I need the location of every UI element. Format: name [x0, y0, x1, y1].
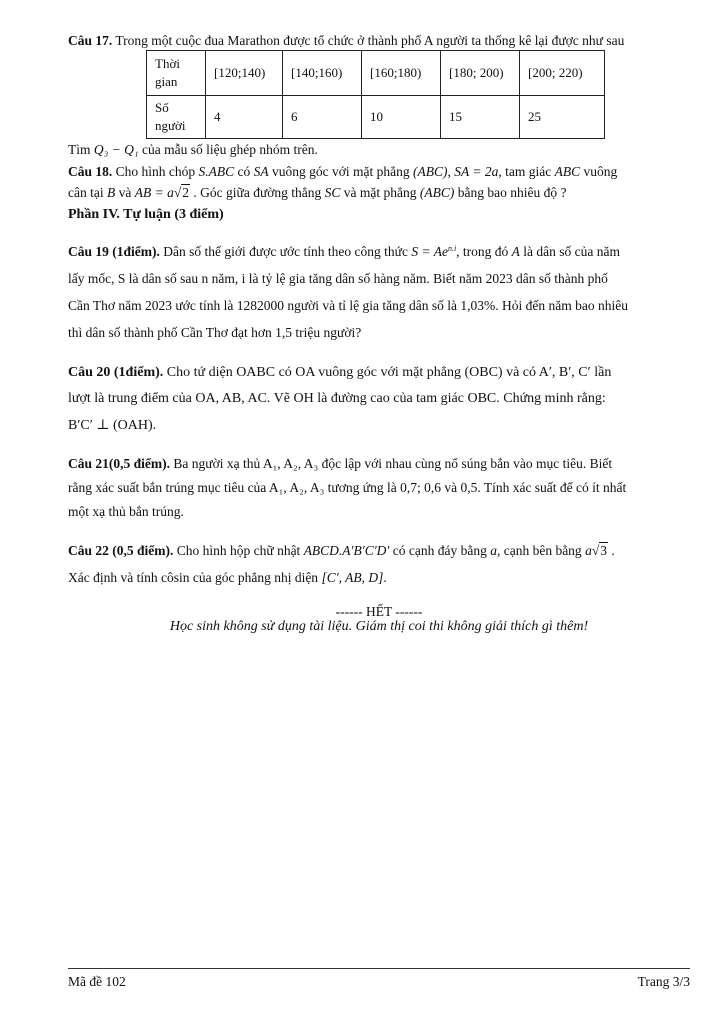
question-22-label: Câu 22 (0,5 điểm).	[68, 542, 174, 558]
table-count-3: 10	[362, 95, 441, 138]
dihedral-angle: [C′, AB, D]	[321, 569, 384, 585]
table-count-5: 25	[520, 95, 605, 138]
table-interval-5: [200; 220)	[520, 50, 605, 95]
question-17	[68, 34, 690, 48]
question-18-label: Câu 18.	[68, 164, 113, 179]
question-17-text: Trong một cuộc đua Marathon được tổ chức ở thành phố A người ta thống kê lại được như sau	[112, 33, 625, 48]
table-count-4: 15	[441, 95, 520, 138]
exam-code: Mã đề 102	[68, 974, 126, 989]
sqrt-symbol: √	[591, 542, 600, 558]
table-count-1: 4	[206, 95, 283, 138]
population-formula: S = Ae	[411, 243, 448, 259]
footer-divider	[68, 968, 690, 969]
exam-note: Học sinh không sử dụng tài liệu. Giám thị coi thi không giải thích gì thêm!	[169, 619, 589, 635]
table-interval-2: [140;160)	[283, 50, 362, 95]
question-21: Câu 21(0,5 điểm). Ba người xạ thủ A₁, A₂, A₃ độc lập với nhau cùng nổ súng bắn vào mục tiêu. Biết rằng xác suất bắn trúng mục tiêu của A₁, A₂, A₃ tương ứng là 0,7; 0,6 và 0,5. Tính xác suất để có ít nhất một xạ thủ bắn trúng.	[68, 455, 627, 520]
question-17-label: Câu 17.	[68, 33, 113, 48]
quartile-expression: Q₃ − Q₁	[93, 141, 139, 157]
question-20-label: Câu 20 (1điểm).	[68, 364, 164, 380]
question-18: Câu 18. Cho hình chóp S.ABC có SA vuông góc với mặt phẳng (ABC), SA = 2a, tam giác ABC vuông cân tại B và AB = a√2 . Góc giữa đường thẳng SC và mặt phẳng (ABC) bằng bao nhiêu độ ?	[68, 164, 618, 200]
question-21-label: Câu 21(0,5 điểm).	[68, 455, 170, 471]
page-number: Trang 3/3	[637, 974, 690, 989]
table-interval-4: [180; 200)	[441, 50, 520, 95]
question-19: Câu 19 (1điểm). Dân số thế giới được ước tính theo công thức $S = Ae^{n.i}$, trong đó A là dân số của năm lấy mốc, S là dân số sau n năm, i là tỷ lệ gia tăng dân số hàng năm. Biết năm 2023 dân số thành phố Cần Thơ năm 2023 ước tính là 1282000 người và tỉ lệ gia tăng dân số là 1,03%. Hỏi đến năm bao nhiêu thì dân số thành phố Cần Thơ đạt hơn 1,5 triệu người?	[68, 243, 628, 340]
table-interval-3: [160;180)	[362, 50, 441, 95]
table-header-time: Thời gian	[147, 50, 206, 95]
part-4-heading: Phần IV. Tự luận (3 điểm)	[68, 206, 224, 222]
table-count-2: 6	[283, 95, 362, 138]
sqrt-symbol: √	[173, 184, 182, 200]
page-footer	[68, 974, 690, 990]
question-20: Câu 20 (1điểm). Cho tứ diện OABC có OA vuông góc với mặt phẳng (OBC) và có A′, B′, C′ lần lượt là trung điểm của OA, AB, AC. Vẽ OH là đường cao của tam giác OBC. Chứng minh rằng: B′C′ ⊥ (OAH).	[68, 364, 612, 434]
exam-page	[68, 34, 690, 634]
question-17-ask: Tìm Q₃ − Q₁ của mẫu số liệu ghép nhóm trên.	[68, 141, 318, 157]
table-header-people: Số người	[147, 95, 206, 138]
end-mark: ------ HẾT ------	[335, 603, 423, 619]
question-19-label: Câu 19 (1điểm).	[68, 243, 160, 259]
table-interval-1: [120;140)	[206, 50, 283, 95]
marathon-table	[146, 50, 605, 139]
question-22: Câu 22 (0,5 điểm). Cho hình hộp chữ nhật ABCD.A′B′C′D′ có cạnh đáy bằng a, cạnh bên bằng a√3 . Xác định và tính côsin của góc phẳng nhị diện [C′, AB, D].	[68, 542, 615, 585]
